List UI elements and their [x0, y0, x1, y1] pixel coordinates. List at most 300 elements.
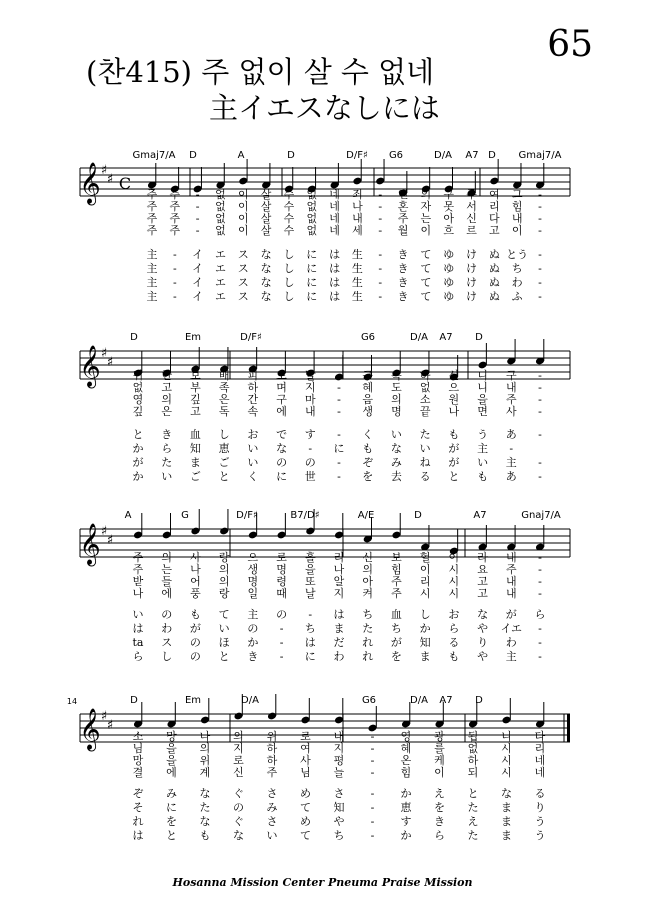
lyric-korean: 요 [477, 563, 488, 576]
lyric-japanese: な [501, 787, 512, 800]
lyric-japanese: 主 [146, 248, 158, 261]
lyric-korean: 날 [304, 587, 316, 600]
lyric-japanese: き [397, 290, 409, 303]
lyric-japanese: け [466, 290, 478, 303]
lyric-japanese: - [538, 650, 542, 663]
lyric-japanese: ぐ [233, 787, 244, 800]
lyric-korean: 님 [132, 742, 144, 755]
lyric-japanese: て [300, 829, 311, 842]
lyric-japanese: - [279, 636, 284, 649]
lyric-korean: 니 [501, 730, 512, 743]
lyric-japanese: 知 [419, 636, 431, 649]
lyric-korean: 사 [300, 754, 311, 767]
lyric-korean: - [538, 188, 542, 201]
hymn-number: 65 [547, 24, 593, 65]
lyric-japanese: - [538, 248, 542, 261]
lyric-japanese: - [378, 248, 383, 261]
lyric-korean: 의 [362, 563, 374, 576]
lyric-japanese: ま [501, 815, 512, 828]
lyric-korean: 한 [161, 369, 173, 382]
lyric-korean: 이 [237, 200, 249, 213]
lyric-korean: 로 [300, 730, 311, 743]
lyric-japanese: い [477, 456, 489, 469]
lyric-korean: 을 [166, 742, 177, 755]
lyric-japanese: さ [333, 787, 345, 800]
lyric-japanese: ら [161, 442, 173, 455]
lyric-japanese: る [534, 787, 546, 800]
chord-symbol: D [287, 150, 295, 161]
lyric-korean: 망 [132, 754, 144, 767]
lyric-korean: 의 [391, 393, 402, 406]
chord-symbol: D [189, 150, 197, 161]
lyric-korean: 나 [190, 563, 201, 576]
lyric-japanese: ち [390, 622, 402, 635]
lyric-korean: 알 [333, 575, 345, 588]
lyric-japanese: な [260, 290, 272, 303]
lyric-japanese: エ [214, 248, 226, 261]
lyric-japanese: - [538, 290, 542, 303]
lyric-korean: 아 [362, 575, 374, 588]
lyric-korean: 결 [132, 766, 144, 779]
chord-symbol: A [124, 510, 132, 521]
lyric-japanese: に [306, 262, 318, 275]
chord-symbol: A7 [473, 510, 487, 521]
lyric-korean: 지 [304, 381, 316, 394]
lyric-japanese: わ [505, 636, 517, 649]
lyric-japanese: - [172, 262, 177, 275]
lyric-japanese: う [477, 428, 489, 441]
lyric-korean: 온 [400, 754, 412, 767]
lyric-korean: 이 [237, 212, 249, 225]
lyric-korean: 지 [333, 587, 345, 600]
lyric-japanese: う [534, 815, 546, 828]
lyric-korean: 의 [199, 742, 211, 755]
lyric-japanese: も [362, 442, 374, 455]
lyric-korean: 시 [501, 754, 512, 767]
lyric-japanese: い [132, 608, 144, 621]
lyric-korean: 주 [391, 587, 402, 600]
lyric-korean: 그 [511, 188, 523, 201]
lyric-japanese: 世 [304, 470, 316, 483]
lyric-korean: 힘 [511, 200, 523, 213]
lyric-japanese: - [509, 442, 514, 455]
lyric-korean: 아 [443, 212, 455, 225]
lyric-korean: - [538, 587, 542, 600]
lyric-korean: 생 [362, 405, 374, 418]
lyric-korean: 라 [477, 551, 488, 564]
lyric-japanese: え [467, 815, 479, 828]
lyric-korean: 의 [161, 393, 173, 406]
lyric-japanese: - [337, 456, 341, 469]
lyric-korean: 영 [400, 730, 412, 743]
lyric-japanese: - [538, 470, 542, 483]
lyric-japanese: に [276, 470, 288, 483]
lyric-japanese: れ [362, 636, 374, 649]
lyric-japanese: も [477, 470, 489, 483]
lyric-japanese: - [378, 276, 383, 289]
lyric-korean: 배 [218, 369, 230, 382]
lyric-korean: 을 [166, 754, 177, 767]
lyric-japanese: も [189, 608, 201, 621]
lyric-japanese: - [337, 428, 341, 441]
lyric-japanese: わ [333, 650, 345, 663]
lyric-japanese: - [279, 622, 284, 635]
lyric-japanese: 血 [390, 608, 402, 621]
lyric-japanese: エ [214, 290, 226, 303]
lyric-japanese: を [390, 650, 402, 663]
lyric-korean: 없 [419, 381, 431, 394]
lyric-japanese: み [266, 801, 278, 814]
lyric-japanese: が [390, 636, 402, 649]
lyric-korean: 없 [306, 224, 318, 237]
lyric-korean: 은 [161, 405, 173, 418]
lyric-korean: - [538, 224, 542, 237]
lyric-korean: 자 [420, 200, 432, 213]
lyric-japanese: - [172, 248, 177, 261]
lyric-korean: 계 [199, 766, 211, 779]
lyric-japanese: ま [333, 622, 345, 635]
lyric-korean: 나 [352, 200, 363, 213]
lyric-japanese: は [329, 276, 341, 289]
lyric-japanese: さ [266, 815, 278, 828]
lyric-korean: 수 [283, 224, 295, 237]
key-sharp-icon: ♯ [106, 533, 114, 548]
lyric-japanese: ち [511, 262, 523, 275]
lyric-korean: 이 [419, 563, 431, 576]
chord-symbol: G6 [388, 150, 404, 161]
lyric-korean: 지 [333, 742, 345, 755]
lyric-korean: 풍 [190, 587, 201, 600]
lyric-korean: 구 [362, 369, 374, 382]
lyric-korean: 네 [534, 766, 546, 779]
lyric-japanese: エ [214, 262, 226, 275]
treble-clef-icon: 𝄞 [79, 709, 101, 750]
lyric-japanese: し [283, 248, 295, 261]
lyric-japanese: り [534, 801, 546, 814]
lyric-japanese: て [420, 262, 432, 275]
chord-symbol: A/E [357, 510, 375, 521]
lyric-korean: 네 [329, 188, 340, 201]
lyric-japanese: ま [501, 801, 512, 814]
lyric-korean: 없 [215, 200, 226, 213]
lyric-korean: 음 [362, 393, 374, 406]
lyric-japanese: な [233, 829, 244, 842]
lyric-korean: 살 [260, 200, 272, 213]
lyric-korean: 없 [215, 224, 226, 237]
lyric-korean: 신 [448, 369, 460, 382]
lyric-korean: 소 [419, 393, 431, 406]
lyric-korean: 주 [266, 766, 278, 779]
lyric-korean: 네 [534, 754, 546, 767]
lyric-korean: 없 [215, 188, 226, 201]
lyric-japanese: ら [434, 829, 445, 842]
lyric-korean: 인 [397, 188, 409, 201]
lyric-japanese: れ [362, 650, 374, 663]
lyric-korean: 살 [260, 188, 272, 201]
chord-symbol: D [414, 510, 422, 521]
lyric-korean: 시 [448, 563, 460, 576]
lyric-japanese: き [397, 276, 409, 289]
lyric-japanese: て [218, 608, 230, 621]
lyric-korean: - [538, 369, 542, 382]
lyric-korean: 고 [190, 405, 201, 418]
lyric-japanese: に [333, 442, 345, 455]
lyric-japanese: ぬ [488, 248, 500, 261]
chord-symbol: D/A [434, 150, 452, 161]
lyric-japanese: か [132, 470, 144, 483]
lyric-korean: 는 [161, 563, 173, 576]
lyric-korean: 이 [434, 766, 445, 779]
lyric-korean: 주 [169, 188, 181, 201]
lyric-japanese: イ [192, 248, 204, 261]
chord-symbol: A7 [439, 695, 453, 706]
lyric-japanese: - [370, 787, 375, 800]
lyric-japanese: い [161, 470, 173, 483]
lyric-japanese: - [279, 650, 284, 663]
lyric-korean: 혜 [400, 742, 412, 755]
lyric-korean: 일 [247, 587, 259, 600]
lyric-japanese: い [266, 829, 278, 842]
lyric-japanese: お [448, 608, 460, 621]
chord-symbol: Gnaj7/A [521, 510, 561, 521]
lyric-japanese: か [400, 787, 412, 800]
lyric-japanese: ぞ [132, 787, 144, 800]
lyric-korean: 님 [300, 766, 311, 779]
lyric-korean: 혈 [419, 551, 431, 564]
lyric-japanese: ゆ [443, 248, 455, 261]
lyric-korean: 없 [306, 200, 318, 213]
lyric-japanese: す [304, 428, 316, 441]
lyric-korean: 하 [467, 754, 479, 767]
lyric-korean: 없 [467, 742, 479, 755]
lyric-korean: 됩 [467, 730, 479, 743]
lyric-korean: 혼 [397, 200, 409, 213]
lyric-korean: 의 [161, 551, 173, 564]
lyric-korean: 로 [276, 369, 287, 382]
lyric-japanese: が [448, 456, 460, 469]
lyric-korean: 되 [467, 766, 479, 779]
lyric-japanese: ゆ [443, 276, 455, 289]
lyric-korean: 살 [260, 212, 272, 225]
lyric-japanese: ち [333, 829, 345, 842]
lyric-korean: - [370, 742, 375, 755]
lyric-japanese: と [218, 650, 230, 663]
lyric-japanese: ら [534, 608, 546, 621]
lyric-korean: - [538, 551, 542, 564]
lyric-korean: 어 [190, 575, 201, 588]
lyric-korean: 수 [283, 200, 295, 213]
chord-symbol: G6 [361, 695, 377, 706]
lyric-japanese: 生 [351, 276, 363, 289]
lyric-korean: 없 [215, 212, 226, 225]
lyric-korean: 평 [333, 754, 345, 767]
lyric-korean: 하 [266, 742, 278, 755]
lyric-korean: - [538, 200, 542, 213]
lyric-korean: 에 [166, 766, 177, 779]
lyric-korean: 명 [391, 405, 402, 418]
chord-symbol: D/A [410, 332, 428, 343]
lyric-korean: 주 [146, 200, 158, 213]
chord-symbol: Em [184, 332, 202, 343]
lyric-japanese: ち [362, 608, 374, 621]
lyric-korean: 소 [132, 730, 144, 743]
lyric-korean: 신 [466, 212, 477, 225]
lyric-japanese: が [505, 608, 517, 621]
lyric-japanese: か [419, 622, 431, 635]
lyric-korean: 의 [218, 563, 230, 576]
chord-symbol: D/F♯ [346, 150, 368, 161]
chord-symbol: D/A [241, 695, 259, 706]
lyric-korean: - [538, 575, 542, 588]
lyric-korean: 영 [132, 393, 144, 406]
lyric-japanese: る [448, 636, 460, 649]
lyric-japanese: ま [189, 456, 201, 469]
lyric-japanese: イ [192, 262, 204, 275]
lyric-korean: 날 [304, 369, 316, 382]
lyric-japanese: そ [132, 801, 144, 814]
lyric-korean: 고 [477, 587, 488, 600]
lyric-korean: 또 [304, 575, 316, 588]
lyric-korean: 못 [443, 200, 455, 213]
lyric-korean: 끝 [419, 405, 431, 418]
lyric-japanese: し [161, 650, 173, 663]
lyric-japanese: し [283, 290, 295, 303]
key-sharp-icon: ♯ [100, 524, 108, 539]
chord-symbol: A [237, 150, 245, 161]
lyric-korean: 의 [233, 730, 244, 743]
lyric-japanese: と [467, 787, 479, 800]
lyric-japanese: - [370, 829, 375, 842]
lyric-japanese: え [434, 787, 445, 800]
lyric-korean: - [538, 381, 542, 394]
lyric-korean: 에 [161, 587, 173, 600]
lyric-korean: 신 [362, 551, 374, 564]
lyric-korean: 랑 [218, 551, 230, 564]
lyric-korean: 이 [448, 551, 460, 564]
lyric-korean: 주 [505, 393, 517, 406]
lyric-korean: 여 [489, 188, 500, 201]
lyric-korean: 은 [218, 393, 230, 406]
final-barline [567, 714, 570, 742]
lyric-korean: 면 [477, 405, 488, 418]
lyric-japanese: に [306, 248, 318, 261]
lyric-japanese: - [538, 622, 542, 635]
lyric-korean: 피 [247, 369, 259, 382]
lyric-japanese: て [420, 248, 432, 261]
lyric-japanese: ta [132, 636, 144, 649]
lyric-korean: 주 [169, 212, 181, 225]
lyric-korean: - [370, 730, 375, 743]
lyric-japanese: る [419, 470, 431, 483]
lyric-japanese: め [300, 815, 311, 828]
lyric-japanese: け [466, 248, 478, 261]
lyric-japanese: み [390, 456, 402, 469]
lyric-korean: 수 [283, 212, 295, 225]
lyric-japanese: れ [132, 815, 144, 828]
lyric-japanese: き [247, 650, 259, 663]
lyric-korean: 고 [161, 381, 173, 394]
lyric-japanese: た [467, 829, 479, 842]
lyric-japanese: とう [506, 248, 529, 261]
lyric-korean: - [538, 212, 542, 225]
system-1 [79, 150, 570, 303]
lyric-japanese: て [420, 290, 432, 303]
lyric-korean: 속 [391, 369, 402, 382]
lyric-japanese: い [247, 442, 259, 455]
title-japanese: 主イエスなしには [209, 91, 440, 125]
lyric-korean: 케 [434, 754, 445, 767]
lyric-japanese: い [218, 622, 230, 635]
lyric-korean: 시 [501, 766, 512, 779]
lyric-japanese: だ [333, 636, 345, 649]
lyric-japanese: は [333, 608, 345, 621]
lyric-japanese: ら [132, 650, 144, 663]
lyric-japanese: お [247, 428, 259, 441]
treble-clef-icon: 𝄞 [79, 524, 101, 565]
lyric-korean: 는 [420, 212, 432, 225]
lyric-korean: 늘 [333, 766, 345, 779]
lyric-korean: 주 [146, 212, 158, 225]
lyric-korean: 간 [247, 393, 259, 406]
lyric-japanese: し [283, 262, 295, 275]
lyric-japanese: は [329, 290, 341, 303]
lyric-japanese: く [247, 470, 259, 483]
lyric-korean: 속 [247, 405, 259, 418]
chord-symbol: G6 [360, 332, 376, 343]
lyric-japanese: - [538, 262, 542, 275]
lyric-japanese: と [166, 829, 177, 842]
lyric-japanese: が [448, 442, 460, 455]
lyric-korean: 주 [391, 575, 402, 588]
lyric-japanese: の [276, 456, 288, 469]
lyric-korean: 리 [534, 742, 546, 755]
lyric-japanese: 主 [477, 442, 489, 455]
lyric-japanese: 去 [390, 470, 402, 483]
lyric-korean: 때 [276, 587, 287, 600]
lyric-japanese: き [397, 262, 409, 275]
lyric-japanese: ら [448, 622, 460, 635]
lyric-japanese: を [434, 801, 445, 814]
lyric-korean: 나 [199, 730, 211, 743]
lyric-japanese: が [189, 622, 201, 635]
chord-symbol: B7/D♯ [290, 510, 320, 521]
lyric-japanese: 主 [247, 608, 259, 621]
lyric-japanese: 血 [189, 428, 201, 441]
lyric-korean: 나 [132, 587, 144, 600]
lyric-japanese: 生 [351, 290, 363, 303]
lyric-japanese: い [247, 456, 259, 469]
lyric-japanese: や [333, 815, 345, 828]
lyric-japanese: - [370, 801, 375, 814]
lyric-korean: 로 [233, 754, 244, 767]
lyric-korean: 주 [505, 563, 517, 576]
lyric-japanese: た [161, 456, 173, 469]
lyric-japanese: た [199, 801, 211, 814]
lyric-korean: 주 [132, 563, 144, 576]
lyric-japanese: か [400, 829, 412, 842]
lyric-korean: - [538, 393, 542, 406]
lyric-korean: 없 [132, 381, 144, 394]
lyric-korean: - [195, 224, 200, 237]
lyric-japanese: か [247, 636, 259, 649]
lyric-japanese: 主 [146, 276, 158, 289]
lyric-japanese: ス [161, 636, 173, 649]
lyric-korean: 주 [397, 212, 409, 225]
lyric-japanese: ぬ [488, 290, 500, 303]
lyric-korean: 로 [276, 551, 287, 564]
lyric-korean: 리 [489, 200, 500, 213]
lyric-japanese: ぞ [362, 456, 374, 469]
